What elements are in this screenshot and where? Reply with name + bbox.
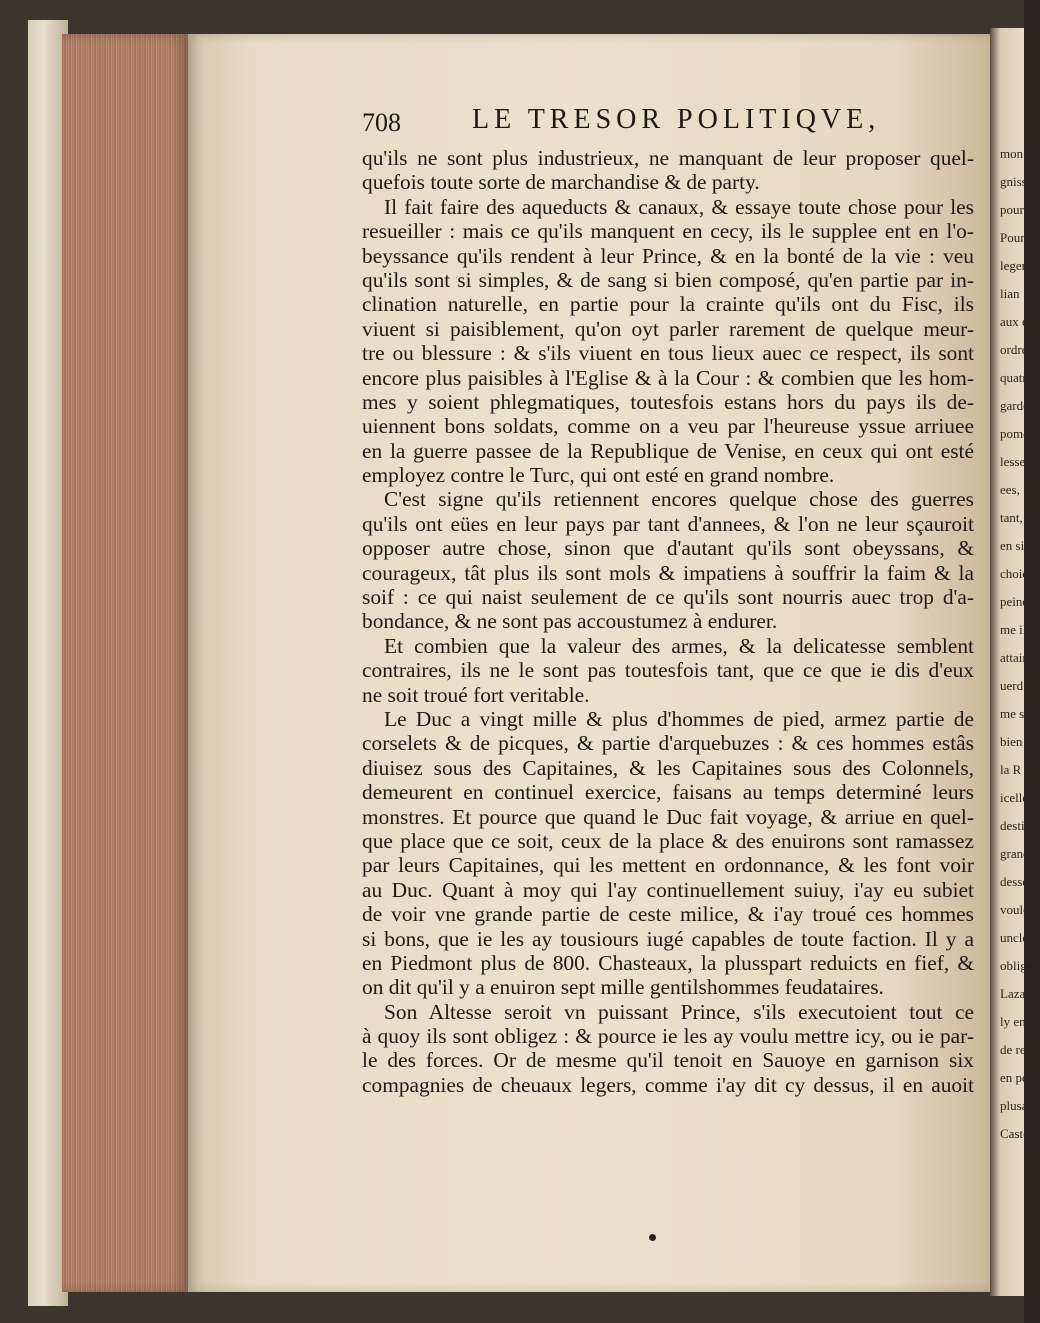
- text-line: mes y soient phlegmatiques, toutesfois estans hors du pays ils de-: [362, 389, 974, 414]
- facing-page-fragment: ly enfi: [1000, 1014, 1034, 1029]
- text-line: soif : ce qui naist seulement de ce qu'ils sont nourris auec trop d'a-: [362, 585, 974, 610]
- body-text: [362, 146, 974, 1097]
- text-line: si bons, que ie les ay tousiours iugé capables de toute faction. Il y a: [362, 926, 974, 951]
- facing-page-fragment: legeri: [1000, 258, 1030, 273]
- text-line: par leurs Capitaines, qui les mettent en ordonnance, & les font voir: [362, 853, 974, 878]
- facing-page-fragment: pomon: [1000, 426, 1037, 441]
- text-line: encore plus paisibles à l'Eglise & à la Cour : & combien que les hom-: [362, 365, 974, 390]
- facing-page-fragment: uerd: [1000, 678, 1024, 693]
- text-line: contraires, ils ne le sont pas toutesfois tant, que ce que ie dis d'eux: [362, 658, 974, 683]
- facing-page-fragment: lian: [1000, 286, 1020, 301]
- text-line: diuisez sous des Capitaines, & les Capitaines sous des Colonnels,: [362, 755, 974, 780]
- text-line: resueiller : mais ce qu'ils manquent en cecy, ils le supplee ent en l'o-: [362, 219, 974, 244]
- facing-page-fragment: lesse: [1000, 454, 1026, 469]
- facing-page-fragment: obliges: [1000, 958, 1038, 973]
- facing-page-fragment: tant,: [1000, 510, 1023, 525]
- facing-page-fragment: en si: [1000, 538, 1025, 553]
- text-line: Il fait faire des aqueducts & canaux, & essaye toute chose pour les: [384, 194, 974, 219]
- facing-page-fragment: garde: [1000, 398, 1029, 413]
- text-line: viuent si paisiblement, qu'on oyt parler rarement de quelque meur-: [362, 316, 974, 341]
- facing-page-fragment: quatre: [1000, 370, 1033, 385]
- page-number: 708: [362, 108, 401, 137]
- text-line: en Piedmont plus de 800. Chasteaux, la plusspart reduicts en fief, &: [362, 950, 974, 975]
- facing-page-fragment: destin: [1000, 818, 1032, 833]
- facing-page-fragment: dessein: [1000, 874, 1039, 889]
- facing-page-fragment: ees,: [1000, 482, 1020, 497]
- text-line: de voir vne grande partie de ceste milice, & i'ay troué ces hommes: [362, 902, 974, 927]
- facing-page-fragment: voulo: [1000, 902, 1030, 917]
- text-line: bondance, & ne sont pas accoustumez à endurer.: [362, 609, 778, 634]
- facing-page-fragment: la R: [1000, 762, 1022, 777]
- text-line: uiennent bons soldats, comme on a veu par l'heureuse yssue arriuee: [362, 414, 974, 439]
- text-line: ne soit troué fort veritable.: [362, 682, 590, 707]
- text-line: qu'ils ont eües en leur pays par tant d'annees, & l'on ne leur sçauroit: [362, 511, 974, 536]
- text-line: employez contre le Turc, qui ont esté en grand nombre.: [362, 463, 835, 488]
- page-title: LE TRESOR POLITIQVE,: [472, 104, 881, 135]
- text-line: beyssance qu'ils rendent à leur Prince, & en la bonté de la vie : veu: [362, 243, 974, 268]
- text-line: Et combien que la valeur des armes, & la delicatesse semblent: [384, 633, 974, 658]
- text-line: le des forces. Or de mesme qu'il tenoit en Sauoye en garnison six: [362, 1048, 974, 1073]
- text-line: courageux, tât plus ils sont mols & impatiens à souffrir la faim & la: [362, 560, 974, 585]
- text-line: compagnies de cheuaux legers, comme i'ay dit cy dessus, il en auoit: [362, 1072, 974, 1097]
- text-line: tre ou blessure : & s'ils viuent en tous lieux auec ce respect, ils sont: [362, 341, 974, 366]
- facing-page-fragment: icelle: [1000, 790, 1029, 805]
- facing-page-fragment: me so: [1000, 706, 1031, 721]
- facing-page-fragment: grand: [1000, 846, 1030, 861]
- facing-page-fragment: choien: [1000, 566, 1035, 581]
- facing-page-edge: [990, 28, 1040, 1296]
- facing-page-fragment: uncle: [1000, 930, 1029, 945]
- text-line: Le Duc a vingt mille & plus d'hommes de pied, armez partie de: [384, 706, 974, 731]
- text-line: corselets & de picques, & partie d'arquebuzes : & ces hommes estâs: [362, 731, 974, 756]
- facing-page-fragment: Lazare: [1000, 986, 1036, 1001]
- ink-spot: [649, 1234, 656, 1241]
- facing-page-fragment: gniss: [1000, 174, 1027, 189]
- text-line: clination naturelle, en partie pour la crainte qu'ils ont du Fisc, ils: [362, 292, 974, 317]
- facing-page-fragment: mon: [1000, 146, 1024, 161]
- text-line: monstres. Et pource que quand le Duc fait voyage, & arriue en quel-: [362, 804, 974, 829]
- page-fore-edge: [62, 34, 190, 1292]
- text-line: qu'ils ne sont plus industrieux, ne manquant de leur proposer quel-: [362, 146, 974, 170]
- facing-page-fragment: ordre: [1000, 342, 1028, 357]
- text-line: au Duc. Quant à moy qui l'ay continuellement suiuy, i'ay eu subiet: [362, 877, 974, 902]
- text-line: en la guerre passee de la Republique de Venise, en ceux qui ont esté: [362, 438, 974, 463]
- text-line: que place que ce soit, ceux de la place & des enuirons sont ramassez: [362, 828, 974, 853]
- facing-page-fragment: bien: [1000, 734, 1023, 749]
- text-line: à quoy ils sont obligez : & pource ie les ay voulu mettre icy, ou ie par-: [362, 1024, 974, 1049]
- facing-page-fragment: aux e: [1000, 314, 1028, 329]
- facing-page-fragment: Pour: [1000, 230, 1025, 245]
- text-line: demeurent en continuel exercice, faisans au temps determiné leurs: [362, 780, 974, 805]
- facing-page-fragment: en peu: [1000, 1070, 1035, 1085]
- facing-page-fragment: pour: [1000, 202, 1024, 217]
- facing-page-fragment: plusanc: [1000, 1098, 1040, 1113]
- text-line: quefois toute sorte de marchandise & de party.: [362, 170, 760, 195]
- running-head: [362, 104, 962, 140]
- text-line: C'est signe qu'ils retiennent encores quelque chose des guerres: [384, 487, 974, 512]
- facing-page-fragment: me il: [1000, 622, 1027, 637]
- text-line: opposer autre chose, sinon que d'autant qu'ils sont obeyssans, &: [362, 536, 974, 561]
- facing-page-fragment: de relig: [1000, 1042, 1040, 1057]
- facing-page-fragment: attain: [1000, 650, 1029, 665]
- text-line: qu'ils sont si simples, & de sang si bien composé, qu'en partie par in-: [362, 267, 974, 292]
- text-line: Son Altesse seroit vn puissant Prince, s'ils executoient tout ce: [384, 999, 974, 1024]
- facing-page-fragment: Castell: [1000, 1126, 1037, 1141]
- facing-page-fragment: peine: [1000, 594, 1029, 609]
- text-line: on dit qu'il y a enuiron sept mille gentilshommes feudataires.: [362, 975, 884, 1000]
